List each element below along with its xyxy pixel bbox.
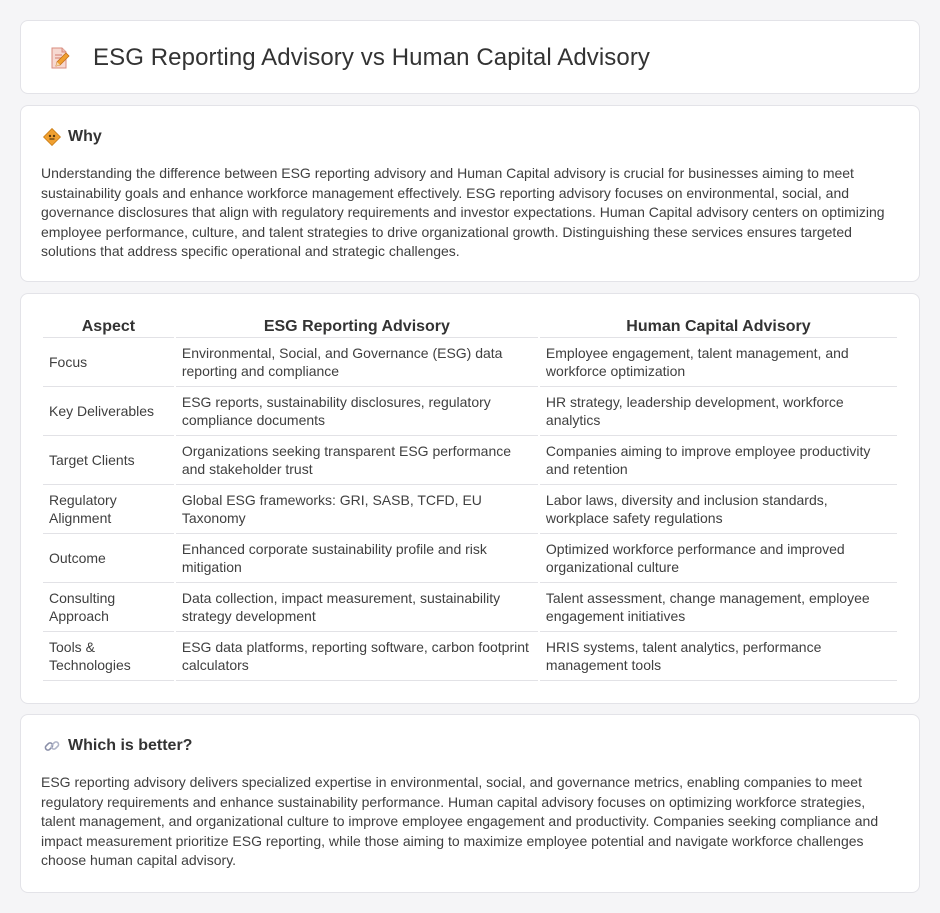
title-card bbox=[20, 20, 920, 94]
esg-cell: Enhanced corporate sustainability profile and risk mitigation bbox=[176, 534, 538, 583]
aspect-cell: Consulting Approach bbox=[43, 583, 174, 632]
table-row bbox=[43, 387, 897, 436]
header-aspect: Aspect bbox=[43, 316, 174, 338]
human-capital-cell: HR strategy, leadership development, workforce analytics bbox=[540, 387, 897, 436]
comparison-table bbox=[41, 316, 899, 681]
aspect-cell: Focus bbox=[43, 338, 174, 387]
table-row bbox=[43, 583, 897, 632]
aspect-cell: Regulatory Alignment bbox=[43, 485, 174, 534]
esg-cell: Global ESG frameworks: GRI, SASB, TCFD, EU Taxonomy bbox=[176, 485, 538, 534]
header-esg: ESG Reporting Advisory bbox=[176, 316, 538, 338]
better-heading: Which is better? bbox=[68, 737, 193, 754]
aspect-cell: Target Clients bbox=[43, 436, 174, 485]
why-card bbox=[20, 105, 920, 282]
document-pencil-icon bbox=[47, 46, 71, 70]
table-row bbox=[43, 632, 897, 681]
aspect-cell: Outcome bbox=[43, 534, 174, 583]
human-capital-cell: Employee engagement, talent management, and workforce optimization bbox=[540, 338, 897, 387]
diamond-sign-icon bbox=[43, 128, 61, 146]
esg-cell: Environmental, Social, and Governance (ESG) data reporting and compliance bbox=[176, 338, 538, 387]
human-capital-cell: Labor laws, diversity and inclusion standards, workplace safety regulations bbox=[540, 485, 897, 534]
esg-cell: Data collection, impact measurement, sustainability strategy development bbox=[176, 583, 538, 632]
table-row bbox=[43, 436, 897, 485]
why-heading-row bbox=[43, 128, 102, 146]
header-human-capital: Human Capital Advisory bbox=[540, 316, 897, 338]
table-row bbox=[43, 485, 897, 534]
better-card bbox=[20, 714, 920, 893]
better-heading-row bbox=[43, 737, 192, 755]
page-title: ESG Reporting Advisory vs Human Capital Advisory bbox=[93, 44, 651, 71]
esg-cell: Organizations seeking transparent ESG performance and stakeholder trust bbox=[176, 436, 538, 485]
human-capital-cell: HRIS systems, talent analytics, performance management tools bbox=[540, 632, 897, 681]
aspect-cell: Key Deliverables bbox=[43, 387, 174, 436]
esg-cell: ESG data platforms, reporting software, carbon footprint calculators bbox=[176, 632, 538, 681]
esg-cell: ESG reports, sustainability disclosures, regulatory compliance documents bbox=[176, 387, 538, 436]
table-row bbox=[43, 534, 897, 583]
why-heading: Why bbox=[68, 128, 102, 145]
human-capital-cell: Optimized workforce performance and improved organizational culture bbox=[540, 534, 897, 583]
aspect-cell: Tools & Technologies bbox=[43, 632, 174, 681]
better-text: ESG reporting advisory delivers specialized expertise in environmental, social, and governance metrics, enabling companies to meet regulatory requirements and enhance sustainability performance. Human capital advisory focuses on optimizing workforce strategies, talent management, and organizational culture to improve employee engagement and productivity. Companies seeking compliance and impact measurement prioritize ESG reporting, while those aiming to maximize employee potential and navigate workforce challenges choose human capital advisory. bbox=[41, 774, 879, 869]
human-capital-cell: Companies aiming to improve employee productivity and retention bbox=[540, 436, 897, 485]
comparison-card bbox=[20, 293, 920, 704]
title-row bbox=[47, 44, 650, 72]
table-row bbox=[43, 338, 897, 387]
why-text: Understanding the difference between ESG reporting advisory and Human Capital advisory is crucial for businesses aiming to meet sustainability goals and enhance workforce management effectively. ESG reporting advisory focuses on environmental, social, and governance disclosures that align with regulatory requirements and investor expectations. Human Capital advisory centers on optimizing employee performance, culture, and talent strategies to drive organizational growth. Distinguishing these services ensures targeted solutions that address specific operational and strategic challenges. bbox=[41, 165, 885, 260]
link-icon bbox=[43, 737, 61, 755]
human-capital-cell: Talent assessment, change management, employee engagement initiatives bbox=[540, 583, 897, 632]
table-header-row bbox=[43, 316, 897, 338]
